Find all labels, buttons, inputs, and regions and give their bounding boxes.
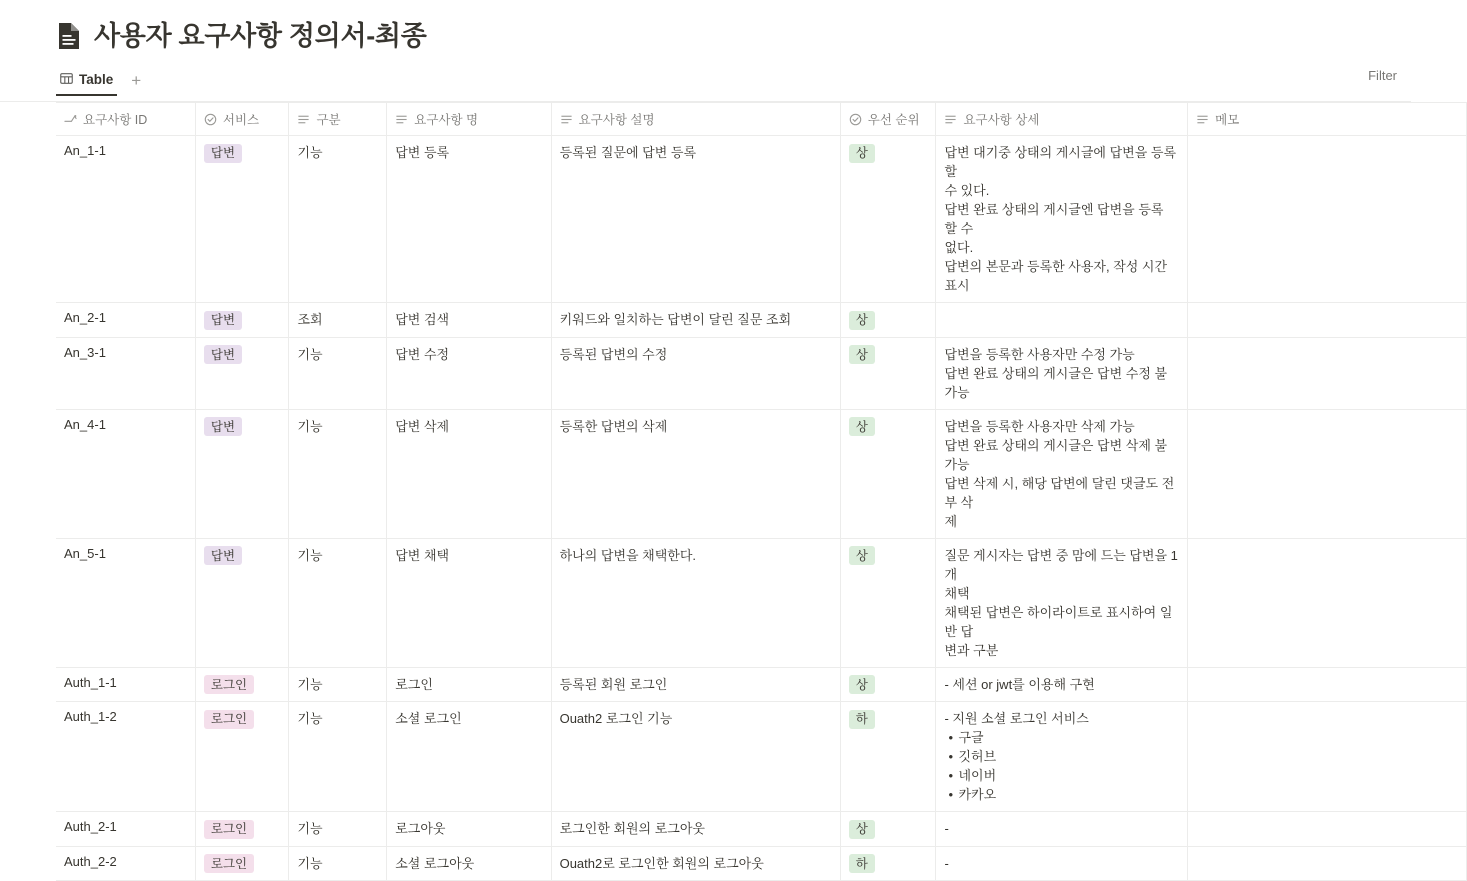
requirement-desc-text: 등록한 답변의 삭제: [559, 418, 668, 434]
detail-line: 채택된 답변은 하이라이트로 표시하여 일반 답: [944, 604, 1173, 639]
cell-gubun[interactable]: [289, 538, 387, 667]
cell-requirement-detail[interactable]: [936, 812, 1188, 847]
detail-line: 수 있다.: [944, 183, 990, 198]
gubun-text: 기능: [297, 418, 323, 434]
cell-requirement-id[interactable]: [56, 538, 195, 667]
detail-line: - 세션 or jwt를 이용해 구현: [944, 676, 1095, 692]
requirement-id-text: An_3-1: [64, 344, 106, 360]
cell-gubun[interactable]: [289, 409, 387, 538]
detail-line: 변과 구분: [944, 642, 999, 658]
gubun-text: 기능: [297, 145, 323, 160]
service-tag: 로그인: [204, 710, 254, 729]
requirement-id-text: An_2-1: [64, 310, 106, 325]
tabbar-divider: [0, 101, 1411, 102]
table-header-row: [56, 103, 1467, 136]
gubun-text: 기능: [297, 711, 323, 726]
priority-tag: 상: [849, 820, 875, 839]
cell-gubun[interactable]: [289, 303, 387, 338]
table-row[interactable]: [56, 409, 1467, 538]
table-body: [56, 136, 1467, 881]
priority-tag: 하: [849, 854, 875, 873]
detail-bullet-list: [944, 728, 1179, 804]
page-header: [0, 0, 1411, 56]
cell-priority[interactable]: [840, 303, 936, 338]
cell-requirement-detail[interactable]: [936, 409, 1188, 538]
cell-requirement-id[interactable]: [56, 337, 195, 409]
column-header-label: 요구사항 상세: [963, 113, 1040, 127]
cell-priority[interactable]: [840, 337, 936, 409]
priority-tag: 상: [849, 345, 875, 364]
column-header-3[interactable]: [289, 103, 387, 136]
priority-tag: 상: [849, 144, 875, 163]
cell-requirement-id[interactable]: [56, 303, 195, 338]
cell-service[interactable]: [195, 812, 289, 847]
cell-priority[interactable]: [840, 667, 936, 702]
detail-bullet-item: • 네이버: [958, 766, 1179, 785]
cell-memo[interactable]: [1188, 136, 1467, 303]
column-header-label: 우선 순위: [867, 113, 920, 127]
detail-line: 채택: [944, 585, 970, 601]
requirement-desc-text: 등록된 답변의 수정: [559, 346, 668, 362]
cell-requirement-desc[interactable]: [551, 667, 840, 702]
cell-requirement-detail[interactable]: [936, 538, 1188, 667]
detail-line: 답변을 등록한 사용자만 수정 가능: [944, 346, 1135, 362]
column-header-label: 요구사항 명: [414, 113, 479, 127]
requirement-name-text: 소셜 로그인: [395, 711, 462, 726]
detail-line: 답변 삭제 시, 해당 답변에 달린 댓글도 전부 삭: [944, 475, 1175, 510]
column-header-label: 요구사항 설명: [578, 113, 655, 127]
column-header-label: 요구사항 ID: [83, 113, 148, 127]
service-tag: 로그인: [204, 820, 254, 839]
cell-priority[interactable]: [840, 812, 936, 847]
cell-requirement-desc[interactable]: [551, 538, 840, 667]
service-tag: 답변: [204, 144, 242, 163]
service-tag: 답변: [204, 311, 242, 330]
text-icon: [297, 113, 310, 126]
requirement-id-text: An_5-1: [64, 545, 106, 561]
detail-line: 답변 완료 상태의 게시글엔 답변을 등록 할 수: [944, 202, 1164, 236]
detail-line: 답변 대기중 상태의 게시글에 답변을 등록 할: [944, 145, 1176, 179]
database-table-wrapper: [0, 102, 1411, 881]
detail-line: 답변 완료 상태의 게시글은 답변 삭제 불가능: [944, 437, 1168, 472]
cell-gubun[interactable]: [289, 667, 387, 702]
page-title: 사용자 요구사항 정의서-최종: [94, 20, 427, 51]
view-tabbar: [0, 66, 1411, 102]
table-row[interactable]: [56, 812, 1467, 847]
column-header-label: 구분: [316, 113, 341, 127]
text-icon: [1196, 113, 1209, 126]
cell-requirement-detail[interactable]: [936, 303, 1188, 338]
cell-memo[interactable]: [1188, 667, 1467, 702]
cell-memo[interactable]: [1188, 812, 1467, 847]
cell-requirement-name[interactable]: [387, 812, 551, 847]
requirement-name-text: 소셜 로그아웃: [395, 855, 475, 871]
requirement-desc-text: 등록된 질문에 답변 등록: [559, 145, 697, 160]
cell-requirement-id[interactable]: [56, 136, 195, 303]
detail-line: 없다.: [944, 240, 974, 255]
table-row[interactable]: [56, 538, 1467, 667]
detail-bullet-item: • 깃허브: [958, 747, 1179, 766]
cell-service[interactable]: [195, 303, 289, 338]
detail-bullet-item: • 구글: [958, 728, 1179, 747]
gubun-text: 기능: [297, 346, 323, 362]
cell-requirement-desc[interactable]: [551, 409, 840, 538]
column-header-5[interactable]: [551, 103, 840, 136]
cell-service[interactable]: [195, 538, 289, 667]
text-icon: [395, 113, 408, 126]
service-tag: 답변: [204, 546, 242, 565]
column-header-4[interactable]: [387, 103, 551, 136]
cell-requirement-id[interactable]: [56, 409, 195, 538]
cell-memo[interactable]: [1188, 337, 1467, 409]
detail-line: 답변을 등록한 사용자만 삭제 가능: [944, 418, 1135, 434]
cell-priority[interactable]: [840, 136, 936, 303]
cell-requirement-id[interactable]: [56, 846, 195, 881]
cell-requirement-name[interactable]: [387, 702, 551, 812]
cell-requirement-name[interactable]: [387, 667, 551, 702]
requirement-id-text: An_1-1: [64, 143, 106, 158]
database-table: [56, 102, 1467, 881]
column-header-7[interactable]: [936, 103, 1188, 136]
requirement-name-text: 답변 수정: [395, 346, 450, 362]
priority-tag: 상: [849, 546, 875, 565]
text-icon: [560, 113, 573, 126]
requirement-desc-text: 키워드와 일치하는 답변이 달린 질문 조회: [559, 312, 792, 327]
requirement-name-text: 답변 삭제: [395, 418, 450, 434]
requirement-name-text: 로그인: [395, 676, 433, 692]
gubun-text: 기능: [297, 821, 323, 836]
cell-memo[interactable]: [1188, 846, 1467, 881]
column-header-2[interactable]: [195, 103, 289, 136]
requirement-desc-text: 로그인한 회원의 로그아웃: [559, 821, 705, 836]
service-tag: 로그인: [204, 854, 254, 873]
table-icon: [60, 72, 73, 87]
requirement-name-text: 답변 채택: [395, 547, 450, 563]
cell-service[interactable]: [195, 136, 289, 303]
detail-line: 답변의 본문과 등록한 사용자, 작성 시간 표시: [944, 259, 1168, 293]
column-header-label: 서비스: [222, 113, 260, 127]
cell-gubun[interactable]: [289, 136, 387, 303]
requirement-desc-text: 등록된 회원 로그인: [559, 676, 668, 692]
cell-requirement-detail[interactable]: [936, 846, 1188, 881]
cell-memo[interactable]: [1188, 702, 1467, 812]
cell-requirement-detail[interactable]: [936, 337, 1188, 409]
tab-label: Table: [79, 72, 114, 87]
cell-requirement-name[interactable]: [387, 136, 551, 303]
cell-requirement-name[interactable]: [387, 303, 551, 338]
requirement-id-text: Auth_2-2: [64, 853, 117, 869]
detail-line: 답변 완료 상태의 게시글은 답변 수정 불가능: [944, 365, 1168, 400]
cell-requirement-detail[interactable]: [936, 136, 1188, 303]
requirement-desc-text: Ouath2로 로그인한 회원의 로그아웃: [559, 855, 764, 871]
title-icon: [64, 113, 77, 126]
cell-requirement-name[interactable]: [387, 846, 551, 881]
cell-requirement-name[interactable]: [387, 337, 551, 409]
select-icon: [849, 113, 862, 126]
cell-requirement-desc[interactable]: [551, 303, 840, 338]
detail-line: 제: [944, 513, 958, 529]
cell-requirement-name[interactable]: [387, 538, 551, 667]
column-header-label: 메모: [1215, 113, 1240, 127]
requirement-id-text: Auth_1-1: [64, 674, 117, 690]
cell-priority[interactable]: [840, 538, 936, 667]
requirement-desc-text: Ouath2 로그인 기능: [559, 711, 673, 726]
cell-requirement-desc[interactable]: [551, 136, 840, 303]
cell-requirement-desc[interactable]: [551, 812, 840, 847]
table-row[interactable]: [56, 667, 1467, 702]
text-icon: [944, 113, 957, 126]
requirement-name-text: 로그아웃: [395, 821, 446, 836]
cell-gubun[interactable]: [289, 812, 387, 847]
tab-table[interactable]: [56, 72, 117, 96]
column-header-1[interactable]: [56, 103, 195, 136]
filter-button[interactable]: Filter: [1368, 68, 1397, 83]
detail-line: -: [944, 855, 949, 871]
cell-gubun[interactable]: [289, 337, 387, 409]
table-row[interactable]: [56, 337, 1467, 409]
add-view-button[interactable]: +: [131, 71, 142, 90]
requirement-id-text: Auth_2-1: [64, 819, 117, 834]
table-row[interactable]: [56, 846, 1467, 881]
gubun-text: 조회: [297, 312, 323, 327]
cell-service[interactable]: [195, 337, 289, 409]
detail-line: 질문 게시자는 답변 중 맘에 드는 답변을 1개: [944, 547, 1178, 582]
detail-bullet-item: • 카카오: [958, 785, 1179, 804]
gubun-text: 기능: [297, 855, 323, 871]
cell-memo[interactable]: [1188, 409, 1467, 538]
table-row[interactable]: [56, 702, 1467, 812]
cell-memo[interactable]: [1188, 538, 1467, 667]
priority-tag: 하: [849, 710, 875, 729]
service-tag: 로그인: [204, 675, 254, 694]
table-row[interactable]: [56, 303, 1467, 338]
cell-requirement-id[interactable]: [56, 812, 195, 847]
cell-service[interactable]: [195, 846, 289, 881]
cell-requirement-detail[interactable]: [936, 702, 1188, 812]
requirement-id-text: An_4-1: [64, 416, 106, 432]
priority-tag: 상: [849, 417, 875, 436]
gubun-text: 기능: [297, 547, 323, 563]
cell-gubun[interactable]: [289, 702, 387, 812]
cell-requirement-detail[interactable]: [936, 667, 1188, 702]
priority-tag: 상: [849, 311, 875, 330]
priority-tag: 상: [849, 675, 875, 694]
cell-priority[interactable]: [840, 846, 936, 881]
cell-memo[interactable]: [1188, 303, 1467, 338]
requirement-id-text: Auth_1-2: [64, 709, 117, 724]
gubun-text: 기능: [297, 676, 323, 692]
cell-service[interactable]: [195, 409, 289, 538]
service-tag: 답변: [204, 345, 242, 364]
table-row[interactable]: [56, 136, 1467, 303]
requirement-name-text: 답변 검색: [395, 312, 450, 327]
column-header-8[interactable]: [1188, 103, 1467, 136]
cell-service[interactable]: [195, 667, 289, 702]
cell-requirement-name[interactable]: [387, 409, 551, 538]
cell-service[interactable]: [195, 702, 289, 812]
service-tag: 답변: [204, 417, 242, 436]
detail-line: -: [944, 821, 949, 836]
requirement-desc-text: 하나의 답변을 채택한다.: [559, 547, 697, 563]
cell-requirement-desc[interactable]: [551, 702, 840, 812]
requirement-name-text: 답변 등록: [395, 145, 450, 160]
cell-requirement-desc[interactable]: [551, 337, 840, 409]
cell-priority[interactable]: [840, 409, 936, 538]
cell-gubun[interactable]: [289, 846, 387, 881]
document-icon: [56, 21, 82, 51]
column-header-6[interactable]: [840, 103, 936, 136]
cell-requirement-desc[interactable]: [551, 846, 840, 881]
cell-requirement-id[interactable]: [56, 702, 195, 812]
select-icon: [204, 113, 217, 126]
cell-priority[interactable]: [840, 702, 936, 812]
cell-requirement-id[interactable]: [56, 667, 195, 702]
detail-line: - 지원 소셜 로그인 서비스: [944, 711, 1089, 726]
